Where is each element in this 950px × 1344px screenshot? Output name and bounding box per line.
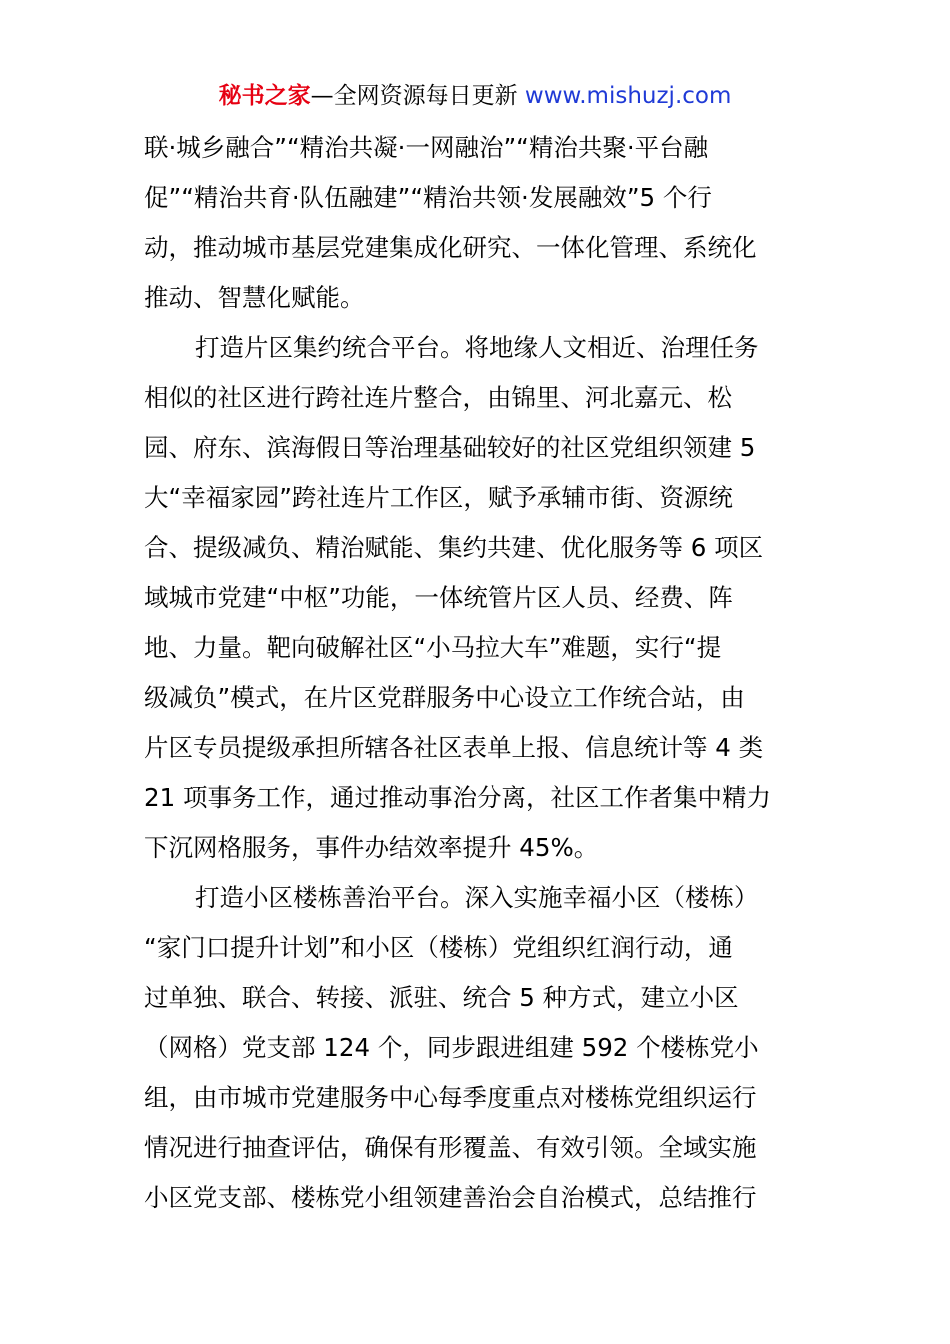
text-line: 相似的社区进行跨社连片整合，由锦里、河北嘉元、松 <box>144 383 732 412</box>
paragraph-first-line: 打造片区集约统合平台。将地缘人文相近、治理任务 <box>195 333 759 362</box>
text-line: 合、提级减负、精治赋能、集约共建、优化服务等 6 项区 <box>144 533 764 562</box>
text-line: 21 项事务工作，通过推动事治分离，社区工作者集中精力 <box>144 783 771 812</box>
text-line: 联·城乡融合”“精治共凝·一网融治”“精治共聚·平台融 <box>144 133 709 162</box>
text-line: 下沉网格服务，事件办结效率提升 45%。 <box>144 833 599 862</box>
document-body <box>144 123 824 1223</box>
site-url-link[interactable]: www.mishuzj.com <box>524 83 732 109</box>
text-line: 域城市党建“中枢”功能，一体统管片区人员、经费、阵 <box>144 583 733 612</box>
text-line: 大“幸福家园”跨社连片工作区，赋予承辅市街、资源统 <box>144 483 733 512</box>
text-line: 情况进行抽查评估，确保有形覆盖、有效引领。全域实施 <box>144 1133 757 1162</box>
site-tagline: —全网资源每日更新 <box>310 83 525 109</box>
page-header <box>0 78 950 114</box>
text-line: 级减负”模式，在片区党群服务中心设立工作统合站，由 <box>144 683 745 712</box>
site-brand: 秘书之家 <box>218 83 311 109</box>
text-line: 园、府东、滨海假日等治理基础较好的社区党组织领建 5 <box>144 433 756 462</box>
text-line: （网格）党支部 124 个，同步跟进组建 592 个楼栋党小 <box>144 1033 759 1062</box>
text-line: 促”“精治共育·队伍融建”“精治共领·发展融效”5 个行 <box>144 183 712 212</box>
text-line: 小区党支部、楼栋党小组领建善治会自治模式，总结推行 <box>144 1183 757 1212</box>
text-line: 过单独、联合、转接、派驻、统合 5 种方式，建立小区 <box>144 983 739 1012</box>
text-line: “家门口提升计划”和小区（楼栋）党组织红润行动，通 <box>144 933 733 962</box>
text-line: 组，由市城市党建服务中心每季度重点对楼栋党组织运行 <box>144 1083 757 1112</box>
text-line: 片区专员提级承担所辖各社区表单上报、信息统计等 4 类 <box>144 733 764 762</box>
text-line: 推动、智慧化赋能。 <box>144 283 365 312</box>
text-line: 地、力量。靶向破解社区“小马拉大车”难题，实行“提 <box>144 633 722 662</box>
text-line: 动，推动城市基层党建集成化研究、一体化管理、系统化 <box>144 233 757 262</box>
paragraph-first-line: 打造小区楼栋善治平台。深入实施幸福小区（楼栋） <box>195 883 759 912</box>
